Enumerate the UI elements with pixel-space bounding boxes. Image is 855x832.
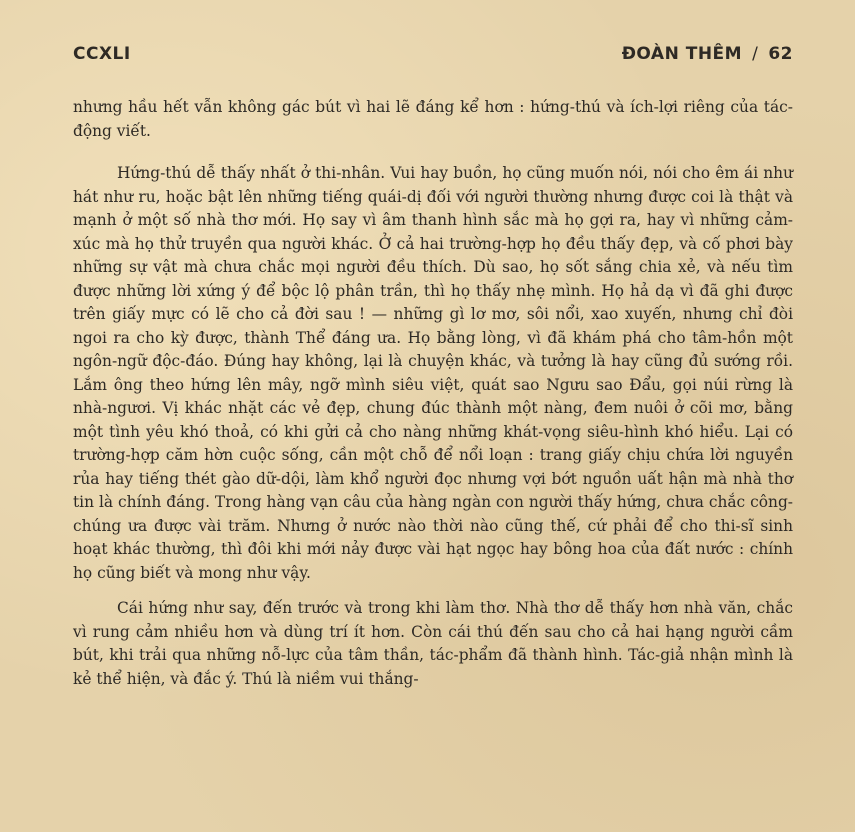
running-header <box>73 44 793 72</box>
body-text <box>73 96 793 691</box>
author-name: ĐOÀN THÊM <box>621 44 743 64</box>
author-page-group <box>622 44 793 64</box>
page-number: 62 <box>768 44 793 64</box>
paragraph-inspiration-vs-pleasure: Cái hứng như say, đến trước và trong khi làm thơ. Nhà thơ dễ thấy hơn nhà văn, chắc vì rung cảm nhiều hơn và dùng trí ít hơn. Còn cái thú đến sau cho cả hai hạng người cầm bút, khi trải qua những nỗ-lực của tâm thần, tác-phẩm đã thành hình. Tác-giả nhận mình là kẻ thể hiện, và đắc ý. Thú là niềm vui thắng- <box>73 599 793 688</box>
header-separator: / <box>752 44 759 64</box>
paragraph-poets-inspiration: Hứng-thú dễ thấy nhất ở thi-nhân. Vui hay buồn, họ cũng muốn nói, nói cho êm ái như hát như ru, hoặc bật lên những tiếng quái-dị đối với người thường nhưng được coi là thật và mạnh ở một số nhà thơ mới. Họ say vì âm thanh hình sắc mà họ gợi ra, hay vì những cảm-xúc mà họ thử truyền qua người khác. Ở cả hai trường-hợp họ đều thấy đẹp, và cố phơi bày những sự vật mà chưa chắc mọi người đều thích. Dù sao, họ sốt sắng chia xẻ, và nếu tìm được những lời xứng ý để bộc lộ phân trần, thì họ thấy nhẹ mình. Họ hả dạ vì đã ghi được trên giấy mực có lẽ cho cả đời sau ! — những gì lơ mơ, sôi nổi, xao xuyến, nhưng chỉ đòi ngoi ra cho kỳ được, thành Thể đáng ưa. Họ bằng lòng, vì đã khám phá cho tâm-hồn một ngôn-ngữ độc-đáo. Đúng hay không, lại là chuyện khác, và tưởng là hay cũng đủ sướng rồi. Lắm ông theo hứng lên mây, ngỡ mình siêu việt, quát sao Ngưu sao Đẩu, gọi núi rừng là nhà-ngươi. Vị khác nhặt các vẻ đẹp, chung đúc thành một nàng, đem nuôi ở cõi mơ, bằng một tình yêu khó thoả, có khi gửi cả cho nàng những khát-vọng siêu-hình khó hiểu. Lại có trường-hợp căm hờn cuộc sống, cần một chỗ để nổi loạn : trang giấy chịu chứa lời nguyền rủa hay tiếng thét gào dữ-dội, làm khổ người đọc nhưng vợi bớt nguồn uất hận mà nhà thơ tin là chính đáng. Trong hàng vạn câu của hàng ngàn con người thấy hứng, chưa chắc công-chúng ưa được vài trăm. Nhưng ở nước nào thời nào cũng thế, cứ phải để cho thi-sĩ sinh hoạt khác thường, thì đôi khi mới nảy được vài hạt ngọc hay bông hoa của đất nước : chính họ cũng biết và mong như vậy. <box>73 164 793 582</box>
chapter-number: CCXLI <box>73 44 131 64</box>
paragraph-continued: nhưng hầu hết vẫn không gác bút vì hai lẽ đáng kể hơn : hứng-thú và ích-lợi riêng của tác-động viết. <box>73 98 793 140</box>
